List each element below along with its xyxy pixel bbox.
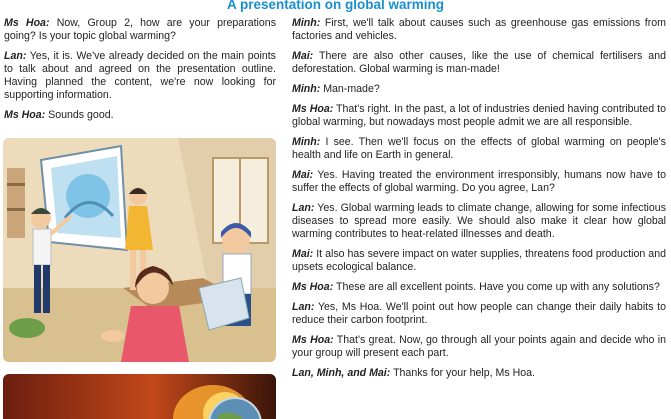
right-dialogue-column — [292, 17, 666, 387]
speaker-name: Lan — [292, 202, 311, 214]
burning-globe-image — [3, 374, 276, 419]
classroom-illustration — [3, 138, 276, 362]
speaker-name: Mai — [292, 169, 310, 181]
speaker-name: Mai — [292, 248, 310, 260]
speaker-name: Minh — [292, 136, 317, 148]
dialogue-text: Man-made? — [323, 83, 380, 95]
dialogue-turn: Lan: Yes, Ms Hoa. We'll point out how people can change their daily habits to reduce their carbon footprint. — [292, 301, 666, 326]
dialogue-text: Yes. Global warming leads to climate change, allowing for some infectious diseases to spread more easily. We should also make it clear how global warming contributes to heat-related illnesses and death. — [292, 202, 666, 240]
dialogue-text: That's great. Now, go through all your points again and decide who in your group will present each part. — [292, 334, 666, 359]
dialogue-turn: Minh: First, we'll talk about causes such as greenhouse gas emissions from factories and vehicles. — [292, 17, 666, 42]
dialogue-turn: Lan: Yes. Global warming leads to climate change, allowing for some infectious diseases to spread more easily. We should also make it clear how global warming contributes to heat-related illnesses and death. — [292, 202, 666, 240]
dialogue-text: Yes, it is. We've already decided on the main points to talk about and agreed on the presentation outline. Having planned the content, we're now looking for supporting information. — [4, 50, 276, 101]
dialogue-turn: Ms Hoa: That's right. In the past, a lot of industries denied having contributed to global warming, but nowadays most people admit we are all responsible. — [292, 103, 666, 128]
dialogue-turn: Mai: It also has severe impact on water supplies, threatens food production and upsets ecological balance. — [292, 248, 666, 273]
dialogue-text: It also has severe impact on water supplies, threatens food production and upsets ecological balance. — [292, 248, 666, 273]
dialogue-text: Yes, Ms Hoa. We'll point out how people can change their daily habits to reduce their carbon footprint. — [292, 301, 666, 326]
speaker-name: Ms Hoa — [4, 17, 46, 29]
dialogue-text: Now, Group 2, how are your preparations going? Is your topic global warming? — [4, 17, 276, 42]
dialogue-turn: Ms Hoa: These are all excellent points. Have you come up with any solutions? — [292, 281, 660, 293]
dialogue-turn: Lan: Yes, it is. We've already decided on the main points to talk about and agreed on the presentation outline. Having planned the content, we're now looking for supporting information. — [4, 50, 276, 101]
dialogue-turn: Ms Hoa: That's great. Now, go through all your points again and decide who in your group will present each part. — [292, 334, 666, 359]
dialogue-turn: Ms Hoa: Now, Group 2, how are your preparations going? Is your topic global warming? — [4, 17, 276, 42]
dialogue-text: Thanks for your help, Ms Hoa. — [393, 367, 535, 379]
global-warming-illustration — [3, 374, 276, 419]
speaker-name: Ms Hoa — [292, 281, 330, 293]
speaker-name: Lan — [4, 50, 23, 62]
speaker-name: Minh — [292, 83, 317, 95]
speaker-name: Ms Hoa — [292, 103, 330, 115]
dialogue-text: There are also other causes, like the use of chemical fertilisers and deforestation. Global warming is man-made! — [292, 50, 666, 75]
speaker-name: Ms Hoa — [292, 334, 331, 346]
classroom-scene-image — [3, 138, 276, 362]
dialogue-text: Sounds good. — [48, 109, 114, 121]
speaker-name: Lan — [292, 301, 311, 313]
dialogue-text: First, we'll talk about causes such as greenhouse gas emissions from factories and vehicles. — [292, 17, 666, 42]
dialogue-turn: Mai: Yes. Having treated the environment irresponsibly, humans now have to suffer the effects of global warming. Do you agree, Lan? — [292, 169, 666, 194]
dialogue-turn: Minh: I see. Then we'll focus on the effects of global warming on people's health and life on Earth in general. — [292, 136, 666, 161]
left-dialogue-column — [4, 17, 276, 129]
page-title: A presentation on global warming — [226, 0, 444, 12]
speaker-name: Mai — [292, 50, 310, 62]
dialogue-turn: Lan, Minh, and Mai: Thanks for your help, Ms Hoa. — [292, 367, 535, 379]
speaker-name: Ms Hoa — [4, 109, 42, 121]
dialogue-text: That's right. In the past, a lot of industries denied having contributed to global warming, but nowadays most people admit we are all responsible. — [292, 103, 666, 128]
dialogue-text: I see. Then we'll focus on the effects of global warming on people's health and life on Earth in general. — [292, 136, 666, 161]
dialogue-text: Yes. Having treated the environment irresponsibly, humans now have to suffer the effects of global warming. Do you agree, Lan? — [292, 169, 666, 194]
dialogue-turn: Mai: There are also other causes, like the use of chemical fertilisers and deforestation. Global warming is man-made! — [292, 50, 666, 75]
speaker-name: Minh — [292, 17, 317, 29]
speaker-name: Lan, Minh, and Mai — [292, 367, 387, 379]
dialogue-text: These are all excellent points. Have you come up with any solutions? — [335, 281, 660, 293]
dialogue-turn: Ms Hoa: Sounds good. — [4, 109, 114, 121]
dialogue-turn: Minh: Man-made? — [292, 83, 380, 95]
